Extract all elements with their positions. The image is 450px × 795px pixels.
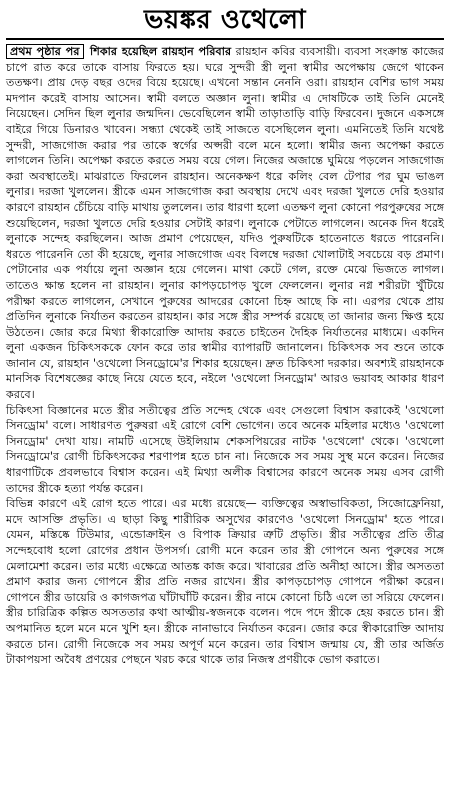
paragraph-1-text: রায়হান কবির ব্যবসায়ী। ব্যবসা সংক্রান্ত কাজের চাপে রাত করে তাকে বাসায় ফিরতে হয়। ঘরে সুন্দরী স্ত্রী লুনা স্বামীর অপেক্ষায় জেগে থাকেন ততক্ষণ। প্রায় দেড় বছর ওদের বিয়ে হয়েছে। এখনো সন্তান নেননি ওরা। রায়হান বেশির ভাগ সময় মদপান করেই বাসায় আসেন। স্বামী বলতে অজ্ঞান লুনা। স্বামীর এ দোষটিকে তাই তিনি মেনেই নিয়েছেন। সেদিন ছিল লুনার জন্মদিন। ভেবেছিলেন স্বামী তাড়াতাড়ি বাড়ি ফিরবেন। দুজনে একসঙ্গে বাইরে গিয়ে ডিনারও খাবেন। সন্ধ্যা থেকেই তাই সাজতে বসেছিলেন লুনা। এমনিতেই তিনি যথেষ্ট সুন্দরী, সাজগোজ করার পর তাকে স্বর্গের অপ্সরী বলে মনে হলো। স্বামীর জন্য অপেক্ষা করতে লাগলেন তিনি। অপেক্ষা করতে করতে সময় বয়ে গেল। নিজের অজান্তে ঘুমিয়ে পড়লেন সাজগোজ করা অবস্থাতেই। মাঝরাতে ফিরলেন রায়হান। অনেকক্ষণ ধরে কলিং বেল টেপার পর ঘুম ভাঙল লুনার। দরজা খুললেন। স্ত্রীকে এমন সাজগোজ করা অবস্থায় দেখে এবং দরজা খুলতে দেরি হওয়ার কারণে রায়হান চেঁচিয়ে বাড়ি মাথায় তুললেন। তার ধারণা হলো এতক্ষণ লুনা কোনো পরপুরুষের সঙ্গে শুয়েছিলেন, দরজা খুলতে দেরি হওয়ার সেটাই কারণ। লুনাকে পেটাতে লাগলেন। অনেক দিন ধরেই লুনাকে সন্দেহ করছিলেন। আজ প্রমাণ পেয়েছেন, যদিও পুরুষটিকে হাতেনাতে ধরতে পারেননি। ধরতে পারেননি তো কী হয়েছে, লুনার সাজগোজ এবং বিলম্বে দরজা খোলাটাই সবচেয়ে বড় প্রমাণ। পেটানোর এক পর্যায়ে লুনা অজ্ঞান হয়ে গেলেন। মাথা কেটে গেল, রক্তে মেঝে ভিজতে লাগল। তাতেও ক্ষান্ত হলেন না রায়হান। লুনার কাপড়চোপড় খুলে ফেললেন। লুনার নগ্ন শরীরটা খুঁটিয়ে পরীক্ষা করতে লাগলেন, সেখানে পুরুষের আদরের কোনো চিহ্ন আছে কি না। এরপর থেকে প্রায় প্রতিদিন লুনাকে নির্যাতন করতেন রায়হান। কার সঙ্গে স্ত্রীর সম্পর্ক রয়েছে তা জানার জন্য ক্ষিপ্ত হয়ে উঠতেন। জোর করে মিথ্যা স্বীকারোক্তি আদায় করতে চাইতেন দৈহিক নির্যাতনের মাধ্যমে। একদিন লুনা একজন চিকিৎসককে ফোন করে তার স্বামীর ব্যাপারটি জানালেন। চিকিৎসক সব শুনে তাকে জানান যে, রায়হান 'ওথেলো সিনড্রোমে'র শিকার হয়েছেন। দ্রুত চিকিৎসা দরকার। অবশ্যই রায়হানকে মানসিক বিশেষজ্ঞের কাছে নিয়ে যেতে হবে, নইলে 'ওথেলো সিনড্রোম' আরও ভয়াবহ আকার ধারণ করবে। [6, 45, 445, 402]
continuation-kicker: প্রথম পৃষ্ঠার পর [6, 44, 84, 59]
paragraph-1 [6, 44, 444, 403]
article-headline: ভয়ঙ্কর ওথেলো [143, 5, 307, 35]
headline-divider [6, 38, 444, 40]
paragraph-2: চিকিৎসা বিজ্ঞানের মতে স্ত্রীর সতীত্বের প্রতি সন্দেহ থেকে এবং সেগুলো বিশ্বাস করাকেই 'ওথেলো সিনড্রোম' বলে। সাধারণত পুরুষরা এই রোগে বেশি ভোগেন। তবে অনেক মহিলার মধ্যেও 'ওথেলো সিনড্রোম' দেখা যায়। নামটি এসেছে উইলিয়াম শেকসপিয়রের নাটক 'ওথেলো' থেকে। 'ওথেলো সিনড্রোমে'র রোগী চিকিৎসকের শরণাপন্ন হতে চান না। নিজেকে সব সময় সুস্থ মনে করেন। নিজের ধারণাটিকে প্রবলভাবে বিশ্বাস করেন। এই মিথ্যা অলীক বিশ্বাসের কারণে অনেক সময় এসব রোগী তাদের স্ত্রীকে হত্যা পর্যন্ত করেন। [6, 403, 444, 495]
paragraph-3: বিভিন্ন কারণে এই রোগ হতে পারে। এর মধ্যে রয়েছে— ব্যক্তিত্বের অস্বাভাবিকতা, সিজোফ্রেনিয়া, মদে আসক্তি প্রভৃতি। এ ছাড়া কিছু শারীরিক অসুখের কারণেও 'ওথেলো সিনড্রোম' হতে পারে। যেমন, মস্তিষ্কে টিউমার, এন্ডোক্রাইন ও বিপাক ক্রিয়ার ত্রুটি প্রভৃতি। স্ত্রীর সতীত্বের প্রতি তীব্র সন্দেহবোধ হলো রোগের প্রধান উপসর্গ। রোগী মনে করেন তার স্ত্রী গোপনে অন্য পুরুষের সঙ্গে মেলামেশা করেন। তার মধ্যে এক্ষেত্রে আতঙ্ক কাজ করে। খাবারের প্রতি অনীহা আসে। স্ত্রীর অসততা প্রমাণ করার জন্য গোপনে স্ত্রীর প্রতি নজর রাখেন। স্ত্রীর কাপড়চোপড় গোপনে পরীক্ষা করেন। গোপনে স্ত্রীর ডায়েরি ও কাগজপত্র ঘাঁটাঘাঁটি করেন। স্ত্রীর নামে কোনো চিঠি এলে তা সরিয়ে ফেলেন। স্ত্রীর চারিত্রিক কল্পিত অসততার কথা আত্মীয়-স্বজনকে বলেন। পদে পদে স্ত্রীকে হেয় করতে চান। স্ত্রী অপমানিত হলে মনে মনে খুশি হন। স্ত্রীকে নানাভাবে নির্যাতন করেন। জোর করে স্বীকারোক্তি আদায় করতে চান। রোগী নিজেকে সব সময় অপূর্ণ মনে করেন। তার বিশ্বাস জন্মায় যে, স্ত্রী তার অর্জিত টাকাপয়সা অবৈধ প্রণয়ের পেছনে খরচ করে থাকে তার নিজস্ব প্রণয়ীকে ভোগ করাতে। [6, 497, 444, 667]
article-body [6, 44, 444, 668]
lead-title: শিকার হয়েছিল রায়হান পরিবার [90, 45, 232, 58]
